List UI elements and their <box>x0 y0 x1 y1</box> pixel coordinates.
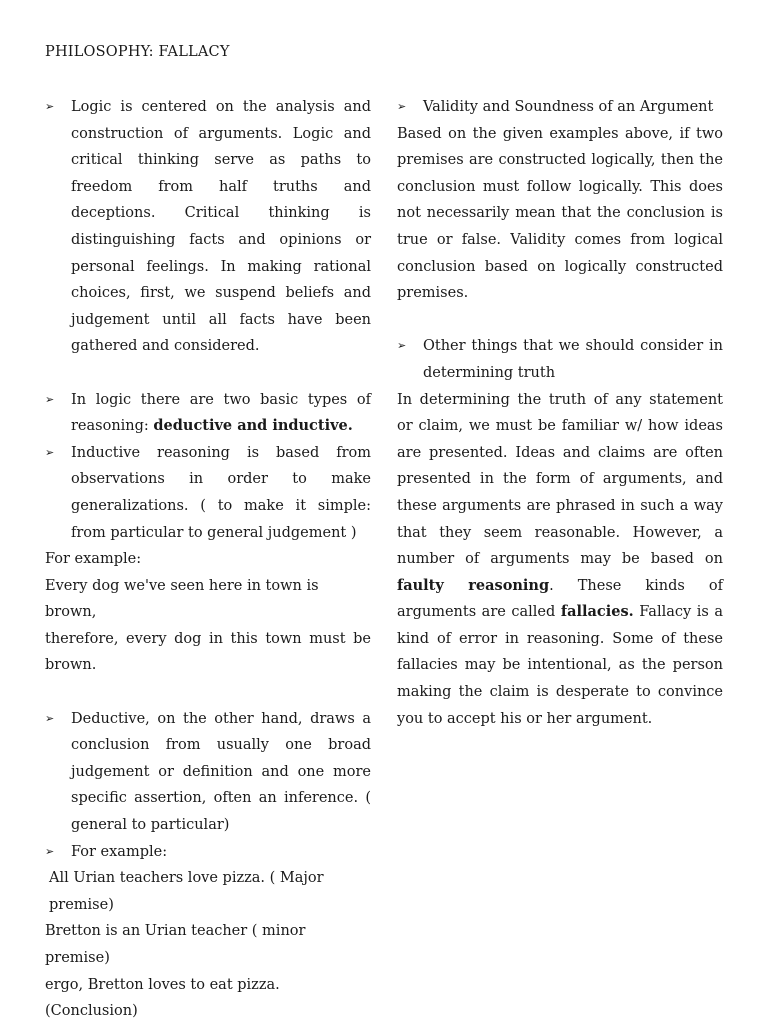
truth-heading: Other things that we should consider in determining truth <box>423 338 723 381</box>
truth-paragraph <box>397 387 723 733</box>
bullet-deductive <box>45 706 371 839</box>
reasoning-types-bold: deductive and inductive. <box>153 417 353 435</box>
inductive-text: Inductive reasoning is based from observations in order to make generalizations. ( to make it simple: from particular to general judgement ) <box>71 444 371 541</box>
left-column <box>45 94 371 1025</box>
bullet-example-2 <box>45 839 371 866</box>
arrowhead-bullet-icon: ➢ <box>45 711 55 725</box>
truth-text-e: Fallacy is a kind of error in reasoning. Some of these fallacies may be intentional, as the person making the claim is desperate to convince you to accept his or her argument. <box>397 604 723 727</box>
truth-text-c: . These kinds of arguments are called <box>397 577 723 621</box>
arrowhead-bullet-icon: ➢ <box>45 100 55 113</box>
faulty-reasoning-bold: faulty reasoning <box>397 576 550 594</box>
example-dog-line-2: therefore, every dog in this town must be brown. <box>45 630 371 674</box>
example-label-1: For example: <box>45 551 142 568</box>
example-label-2: For example: <box>71 843 168 860</box>
validity-heading: Validity and Soundness of an Argument <box>423 99 714 115</box>
syllogism-minor-premise: Bretton is an Urian teacher ( minor premise) <box>45 923 306 966</box>
syllogism-conclusion: ergo, Bretton loves to eat pizza. (Conclusion) <box>45 976 280 1020</box>
arrowhead-bullet-icon: ➢ <box>45 445 55 459</box>
arrowhead-bullet-icon: ➢ <box>45 392 55 406</box>
logic-intro-text: Logic is centered on the analysis and construction of arguments. Logic and critical thinking serve as paths to freedom from half truths and deceptions. Critical thinking is distinguishing facts and opinions or personal feelings. In making rational choices, first, we suspend beliefs and judgement until all facts have been gathered and considered. <box>71 99 371 355</box>
bullet-inductive <box>45 440 371 546</box>
arrowhead-bullet-icon: ➢ <box>397 339 407 353</box>
bullet-reasoning-types <box>45 387 371 440</box>
syllogism-major-premise: All Urian teachers love pizza. ( Major premise) <box>49 870 324 913</box>
example-dog-line-1: Every dog we've seen here in town is brown, <box>45 577 319 621</box>
validity-paragraph: Based on the given examples above, if two premises are constructed logically, then the conclusion must follow logically. This does not necessarily mean that the conclusion is true or false. Validity comes from logical conclusion based on logically constructed premises. <box>397 125 723 302</box>
arrowhead-bullet-icon: ➢ <box>397 100 407 113</box>
bullet-logic-intro <box>45 94 371 360</box>
bullet-truth-heading <box>397 333 723 386</box>
right-column <box>397 94 723 732</box>
bullet-validity-heading <box>397 94 723 121</box>
deductive-text: Deductive, on the other hand, draws a conclusion from usually one broad judgement or definition and one more specific assertion, often an inference. ( general to particular) <box>71 710 371 834</box>
fallacies-bold: fallacies. <box>560 603 634 621</box>
document-title: PHILOSOPHY: FALLACY <box>45 44 230 60</box>
truth-text-a: In determining the truth of any statement or claim, we must be familiar w/ how ideas are presented. Ideas and claims are often presented in the form of arguments, and these arguments are phrased in such a way that they seem reasonable. However, a number of arguments may be based on <box>397 391 723 568</box>
reasoning-types-text: In logic there are two basic types of reasoning: <box>71 391 371 435</box>
arrowhead-bullet-icon: ➢ <box>45 844 55 858</box>
